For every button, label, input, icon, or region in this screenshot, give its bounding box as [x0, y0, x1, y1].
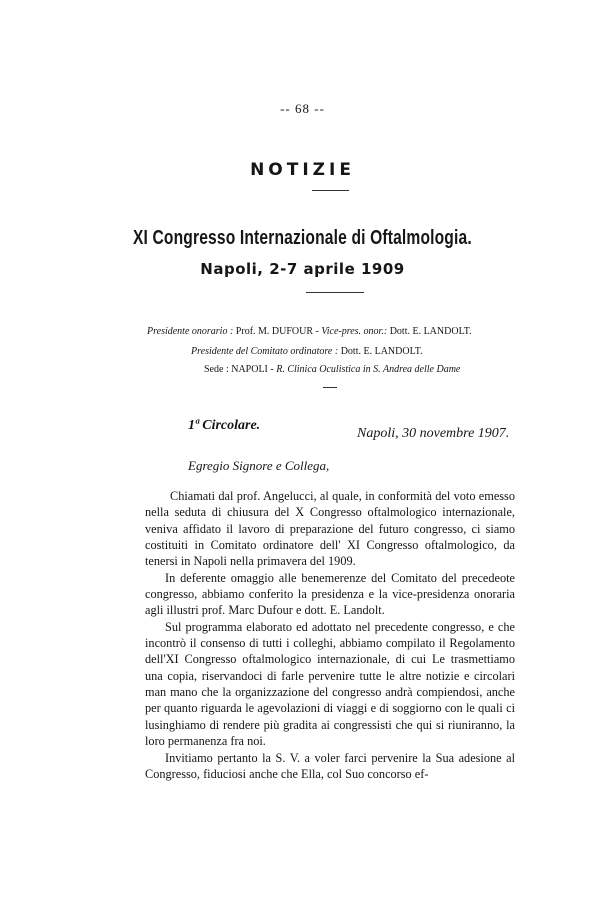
- circular-label: 1ª Circolare.: [188, 418, 261, 433]
- heading-rule: [312, 190, 349, 191]
- paragraph: Invitiamo pertanto la S. V. a voler farci pervenire la Sua adesione al Congresso, fiduciosi anche che Ella, col Suo concorso ef-: [145, 750, 515, 781]
- congress-place-date: Napoli, 2-7 aprile 1909: [200, 260, 405, 278]
- officers-line-presidents: [147, 326, 472, 337]
- officers-rule: [323, 387, 337, 388]
- congress-title: XI Congresso Internazionale di Oftalmologia.: [132, 227, 472, 249]
- paragraph: Sul programma elaborato ed adottato nel precedente congresso, e che incontrò il consenso di tutti i colleghi, abbiamo compilato il Regolamento dell'XI Congresso oftalmologico internazionale, di cui Le trasmettiamo una copia, riservandoci di farle pervenire tutte le altre notizie e circolari man mano che la organizzazione del congresso andrà compiendosi, anche per quanto riguarda le agevolazioni di viaggi e di soggiorno con le quali ci lusinghiamo di rendere più gradita ai congressisti che qui si riuniranno, la loro permanenza fra noi.: [145, 619, 515, 749]
- committee-president-name: Dott. E. LANDOLT.: [340, 346, 423, 357]
- committee-president-label: Presidente del Comitato ordinatore :: [191, 346, 339, 357]
- salutation: Egregio Signore e Collega,: [188, 458, 330, 473]
- officers-line-seat: [204, 364, 460, 375]
- seat-place: R. Clinica Oculistica in S. Andrea delle Dame: [276, 364, 461, 375]
- seat-city: NAPOLI -: [231, 364, 274, 375]
- honorary-president-name: Prof. M. DUFOUR -: [235, 326, 319, 337]
- seat-label: Sede :: [204, 364, 229, 375]
- honorary-vice-president-name: Dott. E. LANDOLT.: [389, 326, 472, 337]
- letter-date: Napoli, 30 novembre 1907.: [357, 426, 510, 441]
- officers-line-committee: [191, 346, 423, 357]
- paragraph: Chiamati dal prof. Angelucci, al quale, in conformità del voto emesso nella seduta di chiusura del X Congresso oftalmologico internazionale, veniva affidato il lavoro di preparazione del futuro congresso, ci siamo costituiti in Comitato ordinatore dell' XI Congresso oftalmologico, da tenersi in Napoli nella primavera del 1909.: [145, 489, 515, 569]
- letter-body: [145, 488, 515, 782]
- honorary-president-label: Presidente onorario :: [147, 326, 234, 337]
- honorary-vice-president-label: Vice-pres. onor.:: [321, 326, 388, 337]
- page-number: -- 68 --: [280, 101, 325, 116]
- title-rule: [306, 292, 364, 293]
- section-heading: NOTIZIE: [250, 160, 355, 180]
- paragraph: In deferente omaggio alle benemerenze del Comitato del precedeote congresso, abbiamo conferito la presidenza e la vice-presidenza onoraria agli illustri prof. Marc Dufour e dott. E. Landolt.: [145, 570, 515, 618]
